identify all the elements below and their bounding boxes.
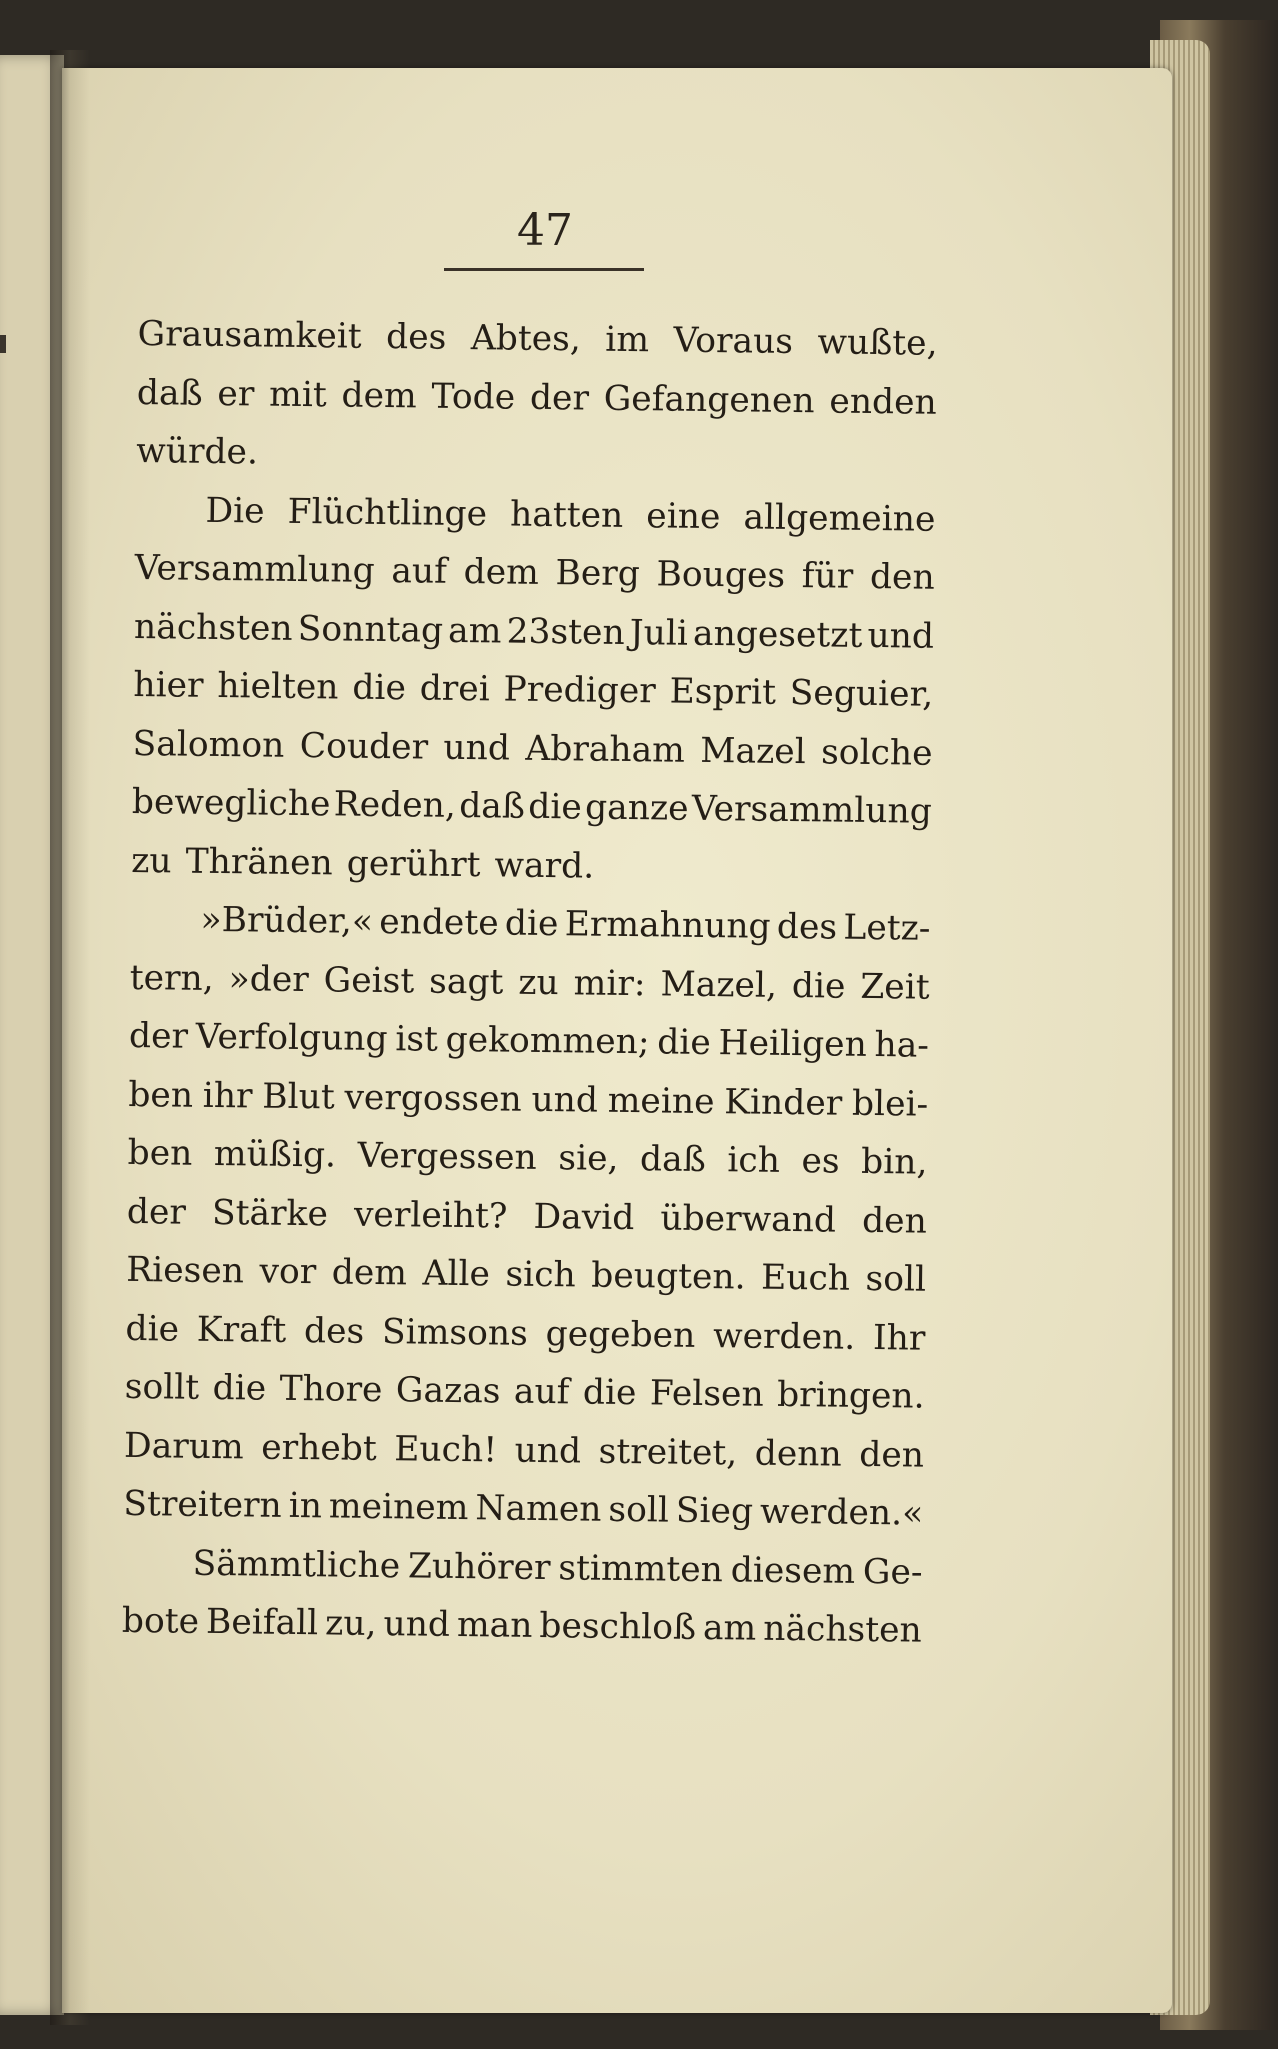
word: werden.« — [759, 1491, 924, 1534]
word: den — [861, 1200, 928, 1242]
word: die — [212, 1367, 267, 1409]
text-line — [137, 305, 938, 373]
word: Euch! — [394, 1428, 498, 1470]
word: Ermahnung — [564, 904, 771, 947]
word: ben — [128, 1074, 194, 1116]
word: die — [582, 1372, 637, 1414]
word: Geist — [323, 959, 415, 1001]
word: Couder — [299, 725, 429, 768]
word: Thränen — [185, 841, 334, 883]
word: Ge- — [862, 1551, 923, 1593]
word: »Brüder,« — [200, 899, 374, 942]
word: Euch — [760, 1257, 851, 1299]
text-line — [124, 1416, 925, 1484]
text-line — [134, 539, 935, 607]
word: bote — [121, 1600, 200, 1642]
page-number: 47 — [517, 205, 573, 256]
spine-shadow — [50, 50, 90, 2025]
word: Namen — [475, 1488, 602, 1530]
word: bewegliche — [131, 781, 331, 825]
text-line — [132, 773, 933, 841]
word: meine — [607, 1080, 715, 1122]
word: verleiht? — [353, 1194, 508, 1237]
word: die — [656, 1022, 712, 1064]
word: auf — [513, 1371, 570, 1413]
word: Felsen — [649, 1373, 764, 1415]
word: Simsons — [381, 1311, 529, 1354]
word: Bouges — [656, 554, 786, 596]
word: Kinder — [724, 1081, 843, 1124]
text-line — [133, 656, 934, 724]
word: dem — [463, 551, 540, 593]
word: drei — [419, 668, 490, 710]
word: gekommen; — [445, 1019, 650, 1063]
word: den — [859, 1434, 925, 1476]
word: 23sten — [506, 611, 625, 653]
word: Riesen — [125, 1249, 245, 1292]
word: vergossen — [344, 1077, 523, 1120]
word: nächsten — [762, 1608, 923, 1651]
word: streitet, — [598, 1431, 738, 1473]
word: und — [443, 727, 511, 769]
word: und — [531, 1079, 599, 1121]
word: bin, — [860, 1141, 928, 1183]
word: Mazel, — [660, 963, 778, 1006]
word: die — [352, 667, 407, 709]
word: die — [791, 965, 846, 1007]
word: blei- — [851, 1083, 929, 1125]
word: daß — [458, 785, 526, 827]
word: Juli — [629, 612, 689, 654]
word: meinem — [328, 1486, 469, 1529]
word: ich — [727, 1140, 781, 1181]
text-line — [137, 363, 938, 431]
word: Ihr — [872, 1317, 926, 1359]
word: ganze — [584, 787, 689, 829]
word: beschloß — [539, 1606, 697, 1648]
word: Versammlung — [134, 547, 375, 591]
word: Sonntag — [297, 608, 444, 651]
word: nächsten — [133, 606, 293, 649]
word: zu — [130, 840, 172, 881]
word: sich — [505, 1254, 576, 1296]
word: Berg — [555, 553, 641, 595]
text-line — [129, 948, 930, 1016]
word: Abraham — [525, 728, 686, 771]
word: ist — [395, 1019, 439, 1060]
word: Kraft — [196, 1309, 287, 1351]
word: des — [776, 906, 838, 948]
word: Abtes, — [470, 318, 582, 360]
text-line — [124, 1358, 925, 1426]
word: Salomon — [132, 723, 285, 766]
word: Letz- — [843, 907, 931, 949]
text-line — [136, 422, 937, 490]
word: Grausamkeit — [137, 313, 362, 357]
word: endete — [378, 901, 499, 944]
word: tern, — [129, 957, 214, 999]
word: Tode — [431, 376, 516, 418]
word: für — [801, 556, 854, 597]
text-line — [127, 1182, 928, 1250]
word: hier — [133, 664, 204, 706]
text-line — [129, 1007, 930, 1075]
word: denn — [754, 1433, 842, 1475]
word: gerührt — [346, 843, 481, 885]
word: Seguier, — [789, 672, 934, 715]
word: Die — [205, 490, 265, 532]
word: Flüchtlinge — [287, 491, 488, 534]
word: die — [527, 786, 583, 828]
word: und — [867, 615, 935, 657]
word: Vergessen — [357, 1135, 538, 1178]
left-page-mark — [0, 335, 6, 353]
word: David — [533, 1196, 635, 1238]
word: wußte, — [817, 322, 938, 364]
word: ben — [127, 1132, 193, 1174]
text-line — [126, 1241, 927, 1309]
word: dem — [341, 374, 418, 416]
word: zu — [518, 962, 559, 1003]
word: überwand — [660, 1197, 837, 1241]
word: der — [529, 377, 590, 419]
text-line — [127, 1124, 928, 1192]
text-line — [128, 1065, 929, 1133]
word: dem — [331, 1252, 408, 1294]
word: Blut — [262, 1076, 335, 1117]
word: Mazel — [699, 730, 807, 772]
word: ihr — [202, 1075, 253, 1116]
text-line — [130, 890, 931, 958]
word: beugten. — [591, 1255, 746, 1298]
word: die — [504, 903, 559, 945]
word: die — [125, 1308, 180, 1350]
text-line — [125, 1299, 926, 1367]
word: bringen. — [776, 1374, 925, 1417]
word: erhebt — [260, 1427, 377, 1469]
word: mit — [268, 374, 328, 415]
word: zu, — [324, 1603, 377, 1645]
word: am — [702, 1608, 757, 1649]
word: der — [126, 1191, 187, 1233]
word: werden. — [712, 1315, 856, 1358]
text-line — [122, 1533, 923, 1601]
text-line — [131, 831, 932, 899]
word: Voraus — [673, 320, 794, 363]
word: gegeben — [545, 1313, 696, 1356]
word: soll — [865, 1258, 927, 1300]
word: müßig. — [213, 1133, 337, 1176]
word: und — [514, 1430, 582, 1471]
word: im — [605, 319, 650, 361]
word: Thore — [279, 1368, 383, 1411]
word: diesem — [730, 1549, 856, 1592]
word: sollt — [124, 1366, 200, 1408]
word: Verfolgung — [195, 1016, 388, 1060]
word: es — [801, 1141, 840, 1182]
word: mir: — [573, 962, 646, 1004]
word: Zuhörer — [407, 1545, 551, 1588]
word: Darum — [123, 1425, 244, 1467]
word: Sämmtliche — [192, 1543, 401, 1586]
text-line — [123, 1475, 924, 1543]
word: Gazas — [395, 1370, 501, 1412]
word: eine — [646, 495, 721, 537]
text-line — [135, 480, 936, 548]
word: angesetzt — [692, 613, 863, 656]
word: des — [385, 317, 447, 358]
word: ward. — [494, 844, 595, 887]
word: Versammlung — [691, 788, 933, 832]
text-line — [134, 597, 935, 665]
text-line — [132, 714, 933, 782]
text-line — [122, 1592, 923, 1660]
body-text — [122, 305, 938, 1660]
word: Gefangenen — [603, 378, 815, 421]
word: Sieg — [675, 1490, 754, 1532]
word: daß — [639, 1139, 707, 1180]
word: er — [217, 373, 255, 414]
word: vor — [259, 1251, 317, 1293]
word: enden — [829, 380, 938, 423]
word: Heiligen — [718, 1023, 868, 1065]
word: auf — [391, 551, 448, 592]
word: sie, — [558, 1138, 619, 1179]
word: solche — [820, 731, 933, 774]
word: Reden, — [333, 784, 457, 826]
word: man — [456, 1604, 533, 1646]
word: würde. — [135, 430, 259, 473]
word: soll — [608, 1489, 670, 1531]
word: der — [128, 1015, 189, 1057]
word: Beifall — [205, 1601, 319, 1644]
word: Streitern — [123, 1483, 283, 1526]
word: Zeit — [860, 966, 930, 1008]
word: ha- — [874, 1025, 930, 1066]
word: »der — [228, 958, 310, 1000]
word: und — [383, 1604, 451, 1645]
word: stimmten — [558, 1547, 724, 1590]
word: Alle — [422, 1253, 491, 1295]
word: in — [288, 1485, 323, 1527]
word: allgemeine — [743, 496, 936, 540]
word: Esprit — [669, 671, 777, 713]
header-rule — [444, 268, 644, 271]
word: des — [303, 1310, 365, 1352]
word: daß — [136, 372, 203, 414]
word: Prediger — [503, 669, 657, 712]
word: den — [869, 556, 935, 598]
word: hatten — [509, 494, 624, 536]
word: am — [447, 610, 502, 651]
word: Stärke — [211, 1192, 329, 1234]
word: sagt — [428, 961, 504, 1003]
word: hielten — [217, 665, 339, 708]
